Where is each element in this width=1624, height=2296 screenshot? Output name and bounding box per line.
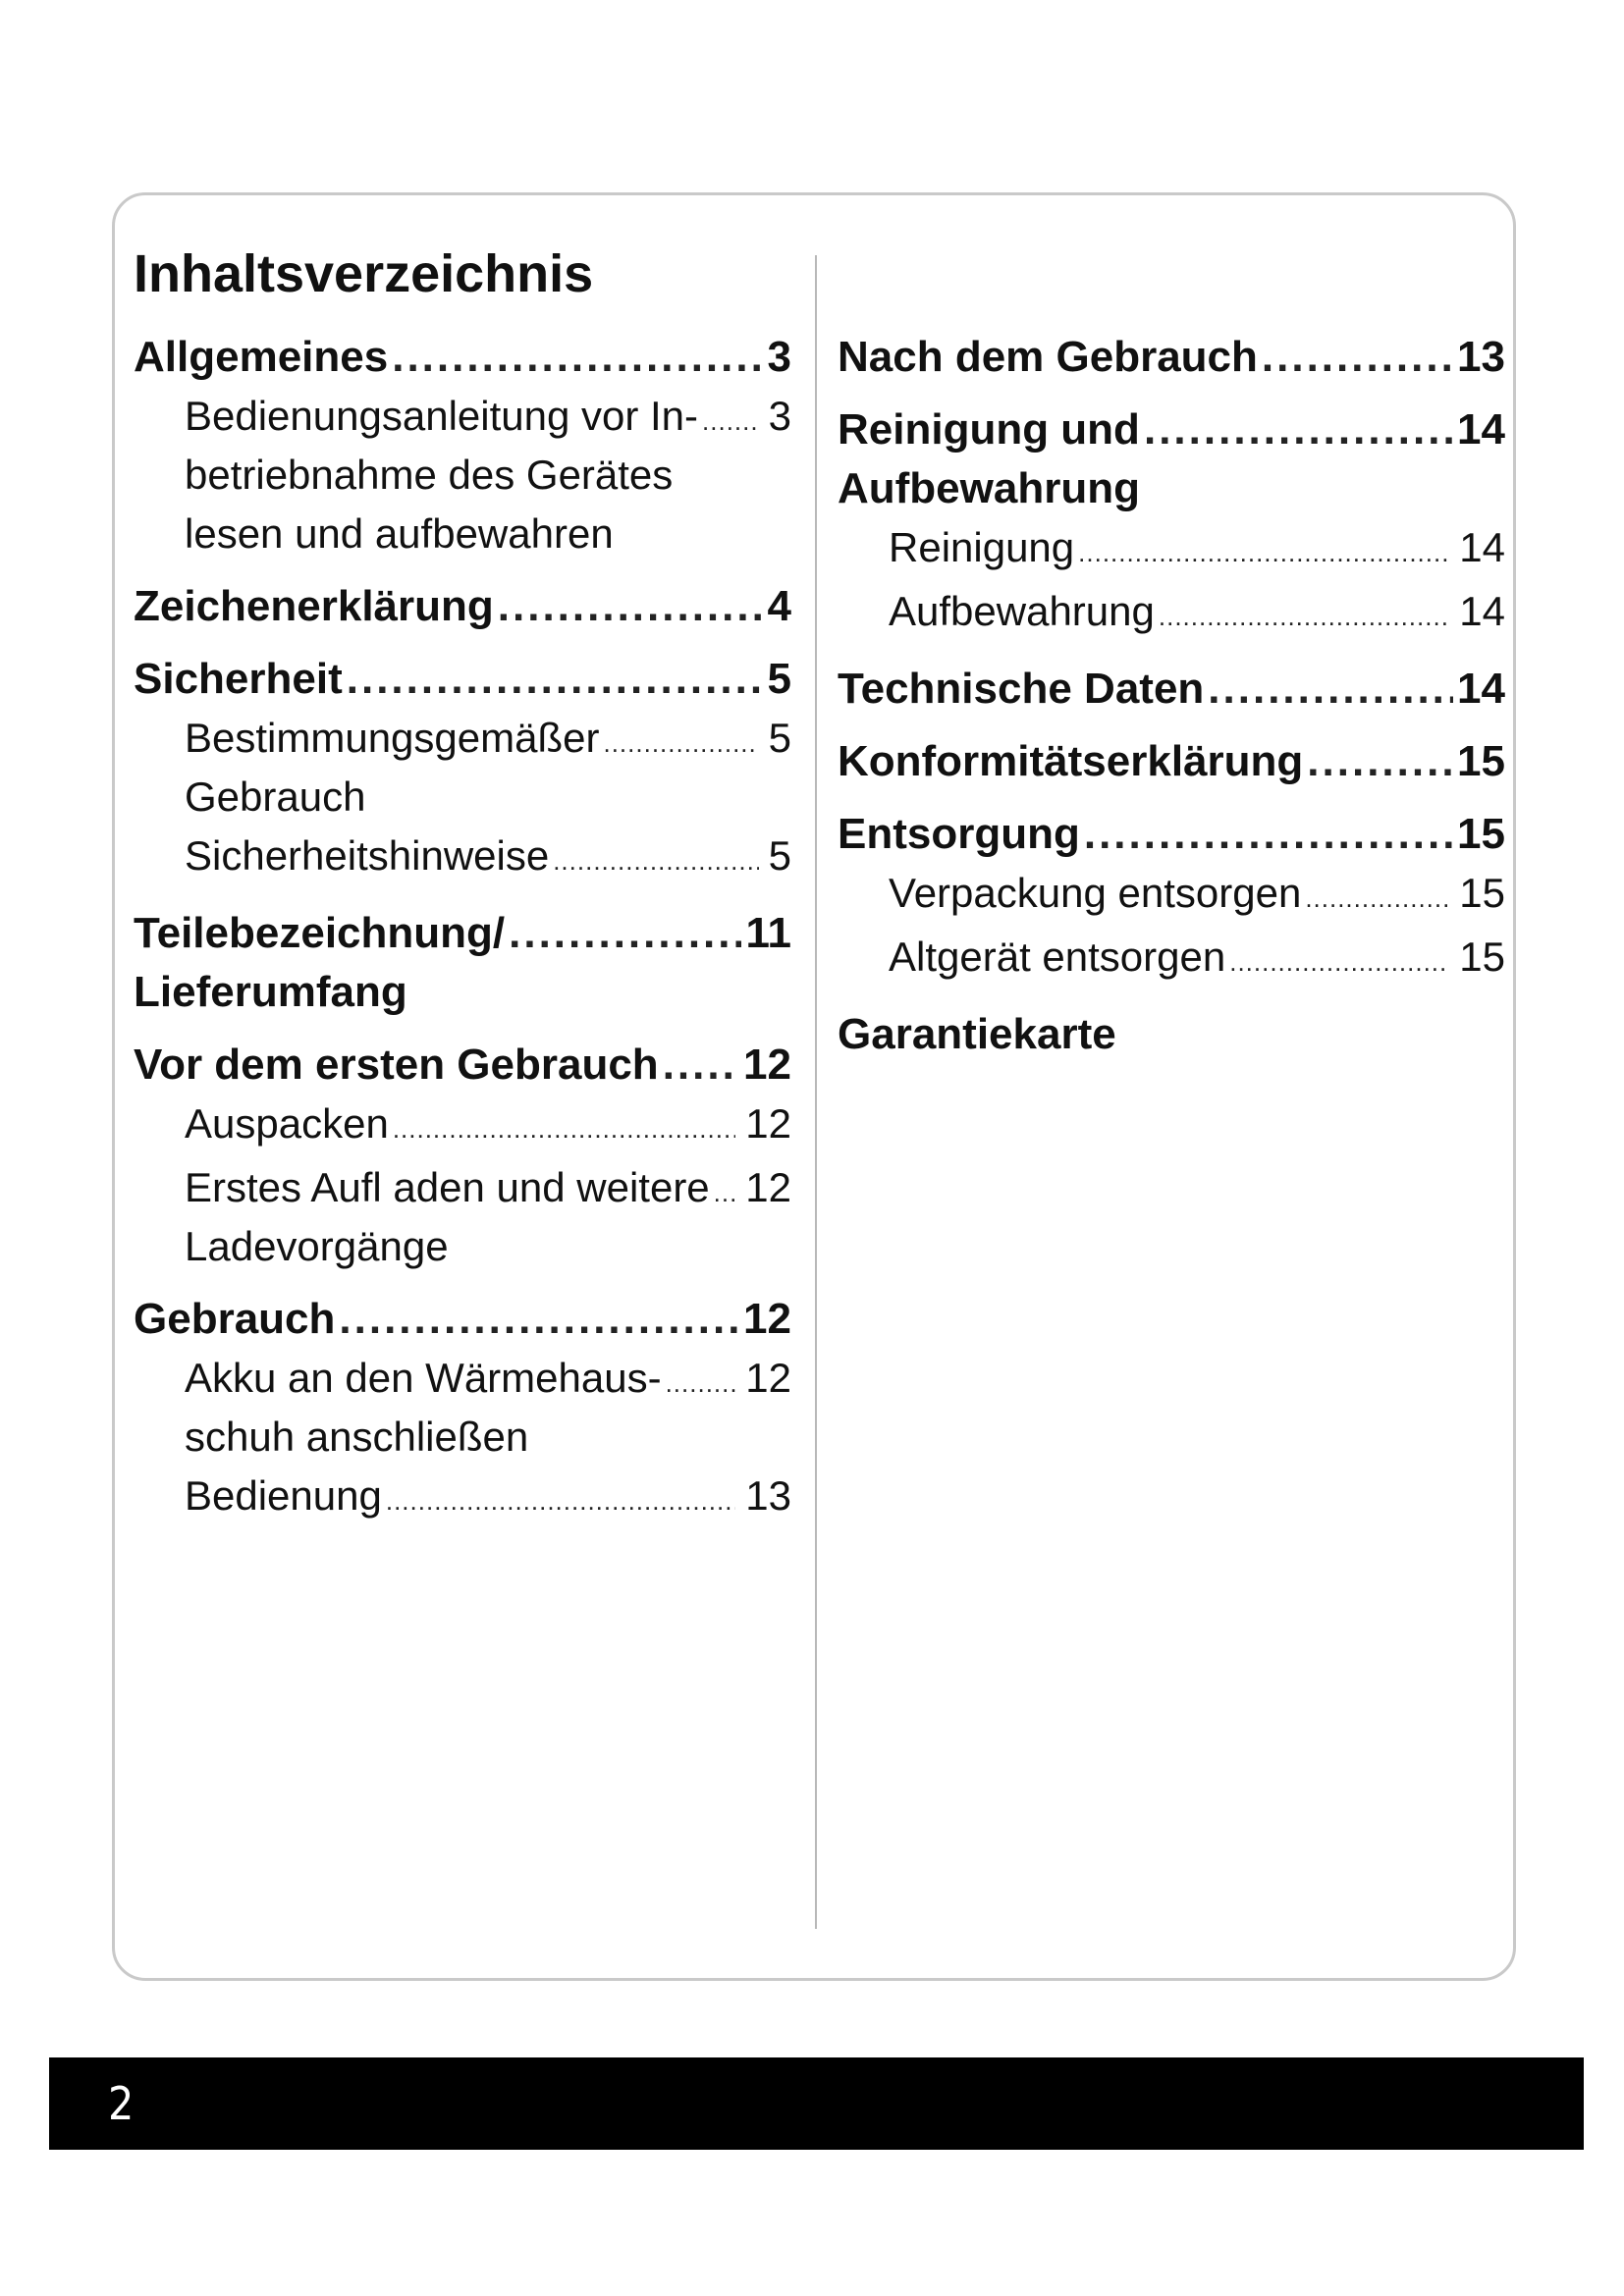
toc-entry-nach-dem-gebrauch[interactable]: Nach dem Gebrauch ..... 13: [838, 328, 1505, 387]
dot-leader: [1208, 660, 1453, 719]
toc-entry-erstes-aufladen[interactable]: Erstes Aufl aden und weitere Ladevorgänge ..... 12: [134, 1158, 791, 1276]
dot-leader: [666, 1354, 736, 1413]
footer-bar: [49, 2057, 1584, 2150]
toc-entry-auspacken[interactable]: Auspacken ..... 12: [134, 1095, 791, 1158]
toc-entry-entsorgung[interactable]: Entsorgung ..... 15: [838, 805, 1505, 864]
toc-entry-allgemeines[interactable]: Allgemeines ..... 3: [134, 328, 791, 387]
toc-entry-teilebezeichnung[interactable]: Teilebezeichnung/ Lieferumfang ..... 11: [134, 904, 791, 1022]
dot-leader: [603, 714, 758, 773]
dot-leader: [393, 1099, 735, 1158]
toc-entry-bedienung[interactable]: Bedienung ..... 13: [134, 1467, 791, 1530]
toc-entry-bedienungsanleitung[interactable]: Bedienungsanleitung vor In- betriebnahme des Gerätes lesen und aufbewahren ..... 3: [134, 387, 791, 563]
toc-entry-vor-dem-ersten-gebrauch[interactable]: Vor dem ersten Gebrauch ..... 12: [134, 1036, 791, 1095]
toc-title: Inhaltsverzeichnis: [134, 244, 594, 303]
toc-entry-zeichenerklaerung[interactable]: Zeichenerklärung ..... 4: [134, 577, 791, 636]
toc-entry-gebrauch[interactable]: Gebrauch ..... 12: [134, 1290, 791, 1349]
dot-leader: [386, 1471, 735, 1530]
dot-leader: [553, 831, 758, 890]
toc-entry-konformitaetserklaerung[interactable]: Konformitätserklärung ..... 15: [838, 732, 1505, 791]
dot-leader: [1144, 400, 1453, 459]
dot-leader: [1078, 523, 1449, 582]
dot-leader: [339, 1290, 739, 1349]
toc-entry-sicherheit[interactable]: Sicherheit ..... 5: [134, 650, 791, 709]
toc-entry-verpackung-entsorgen[interactable]: Verpackung entsorgen ..... 15: [838, 864, 1505, 928]
dot-leader: [702, 392, 759, 451]
toc-entry-sicherheitshinweise[interactable]: Sicherheitshinweise ..... 5: [134, 827, 791, 890]
dot-leader: [1307, 732, 1453, 791]
toc-entry-altgeraet-entsorgen[interactable]: Altgerät entsorgen ..... 15: [838, 928, 1505, 991]
toc-column-right: [838, 328, 1505, 1064]
dot-leader: [392, 328, 763, 387]
toc-entry-akku-anschliessen[interactable]: Akku an den Wärmehaus- schuh anschließen ..... 12: [134, 1349, 791, 1467]
toc-entry-technische-daten[interactable]: Technische Daten ..... 14: [838, 660, 1505, 719]
dot-leader: [1229, 933, 1449, 991]
toc-entry-bestimmungsgemaesser-gebrauch[interactable]: Bestimmungsgemäßer Gebrauch ..... 5: [134, 709, 791, 827]
dot-leader: [1262, 328, 1453, 387]
dot-leader: [1084, 805, 1453, 864]
column-divider: [815, 255, 817, 1929]
dot-leader: [1305, 869, 1449, 928]
dot-leader: [663, 1036, 739, 1095]
toc-entry-aufbewahrung[interactable]: Aufbewahrung ..... 14: [838, 582, 1505, 646]
toc-entry-reinigung-und-aufbewahrung[interactable]: Reinigung und Aufbewahrung ..... 14: [838, 400, 1505, 518]
toc-column-left: [134, 328, 791, 1530]
dot-leader: [1159, 587, 1449, 646]
page-number: 2: [108, 2077, 135, 2130]
dot-leader: [509, 904, 741, 963]
toc-entry-reinigung[interactable]: Reinigung ..... 14: [838, 518, 1505, 582]
toc-entry-garantiekarte[interactable]: Garantiekarte: [838, 1010, 1116, 1058]
dot-leader: [347, 650, 764, 709]
dot-leader: [498, 577, 764, 636]
dot-leader: [714, 1163, 736, 1222]
